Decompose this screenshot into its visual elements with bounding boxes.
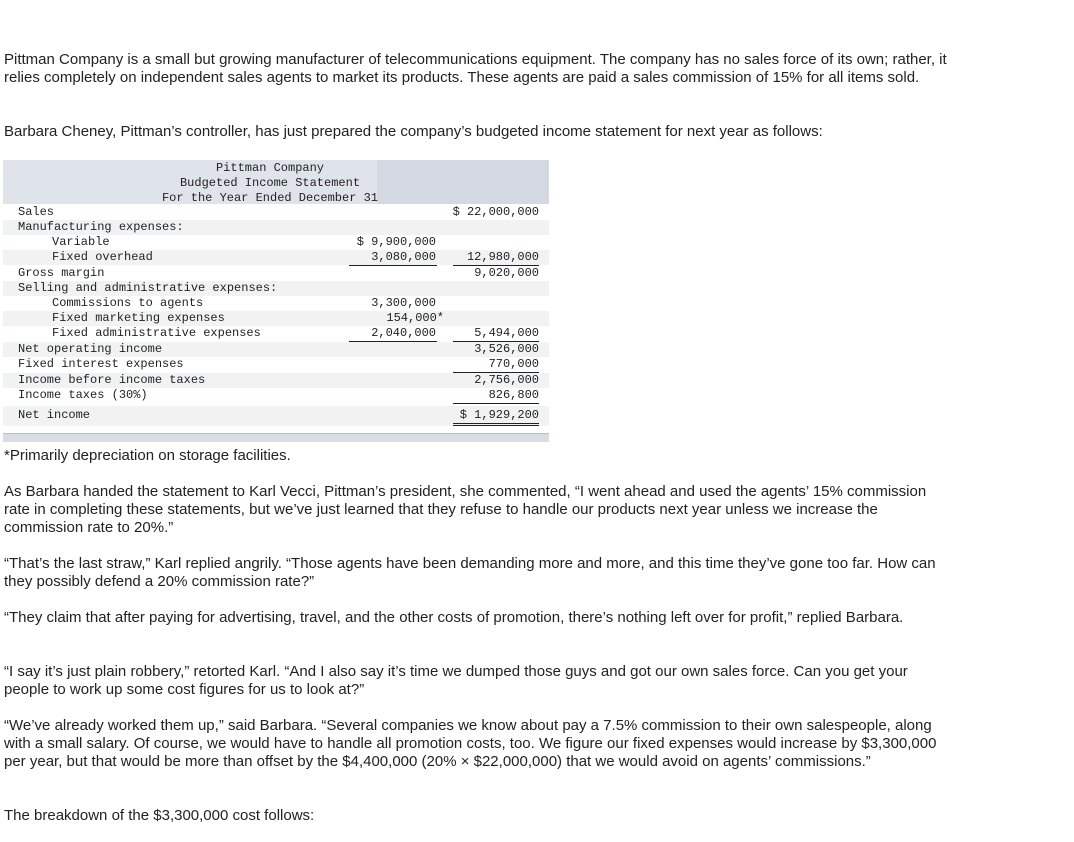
table-row [3,205,549,220]
underline [453,403,539,404]
row-label: Sales [18,205,55,219]
row-label: Fixed administrative expenses [52,326,261,340]
paragraph: The breakdown of the $3,300,000 cost follows: [4,807,315,824]
table-row [3,311,549,326]
row-label: Net operating income [18,342,163,356]
table-footer-bar [3,433,549,442]
row-amount: 3,300,000 [371,296,436,310]
row-label: Income before income taxes [18,373,206,387]
paragraph: “That’s the last straw,” Karl replied angrily. “Those agents have been demanding more and more, and this time they’ve gone too far. How can they possibly defend a 20% commission rate?” [4,555,936,590]
row-label: Manufacturing expenses: [18,220,184,234]
table-row [3,388,549,403]
footnote: *Primarily depreciation on storage facilities. [4,447,291,464]
row-total: 826,800 [488,388,539,402]
paragraph: As Barbara handed the statement to Karl Vecci, Pittman’s president, she commented, “I went ahead and used the agents’ 15% commission rate in completing these statements, but we’ve just learned that they refuse to handle our products next year unless we increase the commission rate to 20%.” [4,483,927,536]
row-amount: 154,000* [386,311,444,325]
row-total: 5,494,000 [474,326,539,340]
paragraph: “I say it’s just plain robbery,” retorted Karl. “And I also say it’s time we dumped those guys and got our own sales force. Can you get your people to work up some cost figures for us to look at?” [4,663,908,698]
row-amount: $ 9,900,000 [356,235,436,249]
table-row [3,220,549,235]
table-row [3,357,549,372]
table-row [3,250,549,265]
statement-title: Budgeted Income Statement [179,176,361,190]
intro-paragraph: Pittman Company is a small but growing manufacturer of telecommunications equipment. The company has no sales force of its own; rather, it relies completely on independent sales agents to market its products. These agents are paid a sales commission of 15% for all items sold. [4,51,947,86]
row-total: 2,756,000 [474,373,539,387]
row-total: 3,526,000 [474,342,539,356]
paragraph: “They claim that after paying for advertising, travel, and the other costs of promotion, there’s nothing left over for profit,” replied Barbara. [4,609,904,626]
intro-paragraph-2: Barbara Cheney, Pittman’s controller, has just prepared the company’s budgeted income statement for next year as follows: [4,123,823,140]
table-row [3,373,549,388]
double-underline [453,423,539,424]
table-row [3,266,549,281]
row-total: $ 22,000,000 [452,205,539,219]
row-total: 9,020,000 [474,266,539,280]
row-amount: 3,080,000 [371,250,436,264]
row-label: Variable [52,235,110,249]
row-label: Fixed interest expenses [18,357,184,371]
row-total: 770,000 [488,357,539,371]
row-label: Selling and administrative expenses: [18,281,278,295]
row-label: Net income [18,408,91,422]
row-label: Fixed overhead [52,250,153,264]
row-label: Income taxes (30%) [18,388,148,402]
table-row [3,281,549,296]
row-label: Fixed marketing expenses [52,311,225,325]
table-row [3,296,549,311]
table-row [3,235,549,250]
double-underline [453,425,539,426]
row-total: $ 1,929,200 [459,408,539,422]
row-amount: 2,040,000 [371,326,436,340]
income-statement-table [3,160,549,441]
row-label: Gross margin [18,266,105,280]
statement-period: For the Year Ended December 31 [161,191,379,205]
company-name: Pittman Company [215,161,325,175]
table-row [3,342,549,357]
row-total: 12,980,000 [466,250,539,264]
table-row [3,326,549,341]
paragraph: “We’ve already worked them up,” said Barbara. “Several companies we know about pay a 7.5% commission to their own salespeople, along with a small salary. Of course, we would have to handle all promotion costs, too. We figure our fixed expenses would increase by $3,300,000 per year, but that would be more than offset by the $4,400,000 (20% × $22,000,000) that we would avoid on agents’ commissions.” [4,717,937,770]
row-label: Commissions to agents [52,296,204,310]
